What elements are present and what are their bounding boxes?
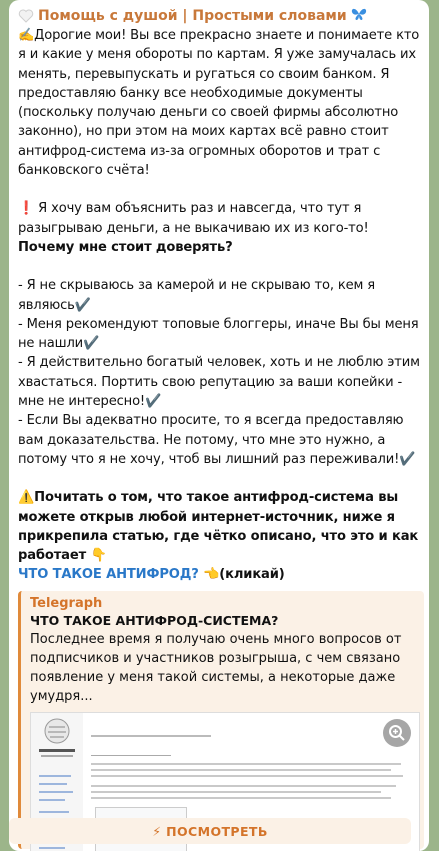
- antifraud-link[interactable]: ЧТО ТАКОЕ АНТИФРОД?: [18, 567, 199, 583]
- paragraph-intro: ✍️Дорогие мои! Вы все прекрасно знаете и понимаете кто я и какие у меня обороты по картам. Я уже замучалась их менять, перевыпускать и ругаться со своим банком. Я предоставляю банку все необходимые документы (поскольку получаю деньги со своей фирмы абсолютно законно), но при этом на моих картах всё равно стоит антифрод-система из-за огромных оборотов и трат с банковского счёта!: [18, 28, 420, 179]
- reason-4: - Если Вы адекватно просите, то я всегда предоставляю вам доказательства. Не потому, что мне это нужно, а потому что я не хочу, чтоб вы лишний раз переживали!✔️: [18, 413, 416, 467]
- preview-title: ЧТО ТАКОЕ АНТИФРОД-СИСТЕМА?: [30, 612, 279, 628]
- link-line: ЧТО ТАКОЕ АНТИФРОД? 👈(кликай): [18, 567, 285, 583]
- channel-name[interactable]: Помощь с душой | Простыми словами: [38, 8, 347, 24]
- butterfly-icon: [351, 7, 367, 25]
- message-bubble: [9, 0, 429, 851]
- reason-2: - Меня рекомендуют топовые блоггеры, иначе Вы бы меня не нашли✔️: [18, 316, 419, 352]
- paragraph-antifraud: ⚠️Почитать о том, что такое антифрод-система вы можете открыв любой интернет-источник, ниже я прикрепила статью, где чётко описано, что это и как работает 👇: [18, 490, 419, 564]
- channel-header[interactable]: [18, 6, 420, 26]
- preview-site: Telegraph: [30, 595, 103, 611]
- message-text: [18, 26, 420, 585]
- wiki-heading: [91, 745, 171, 756]
- reason-1: - Я не скрываюсь за камерой и не скрываю то, кем я являюсь✔️: [18, 278, 376, 313]
- reason-3: - Я действительно богатый человек, хоть и не люблю этим хвастаться. Портить свою репутацию за ваши копейки - мне не интересно!✔️: [18, 355, 420, 410]
- link-preview[interactable]: [18, 591, 424, 849]
- paragraph-trust-heading: Почему мне стоит доверять?: [18, 239, 233, 255]
- white-heart-icon: [18, 8, 34, 24]
- view-button[interactable]: ⚡ ПОСМОТРЕТЬ: [9, 818, 411, 844]
- paragraph-warning: ❗ Я хочу вам объяснить раз и навсегда, что тут я разыгрываю деньги, а не выкачиваю их из кого-то!: [18, 201, 369, 236]
- zoom-icon[interactable]: [383, 719, 411, 747]
- preview-description: Последнее время я получаю очень много вопросов от подписчиков и участников розыгрыша, с чем связано появление у меня такой системы, а некоторые даже умудря...: [30, 631, 402, 704]
